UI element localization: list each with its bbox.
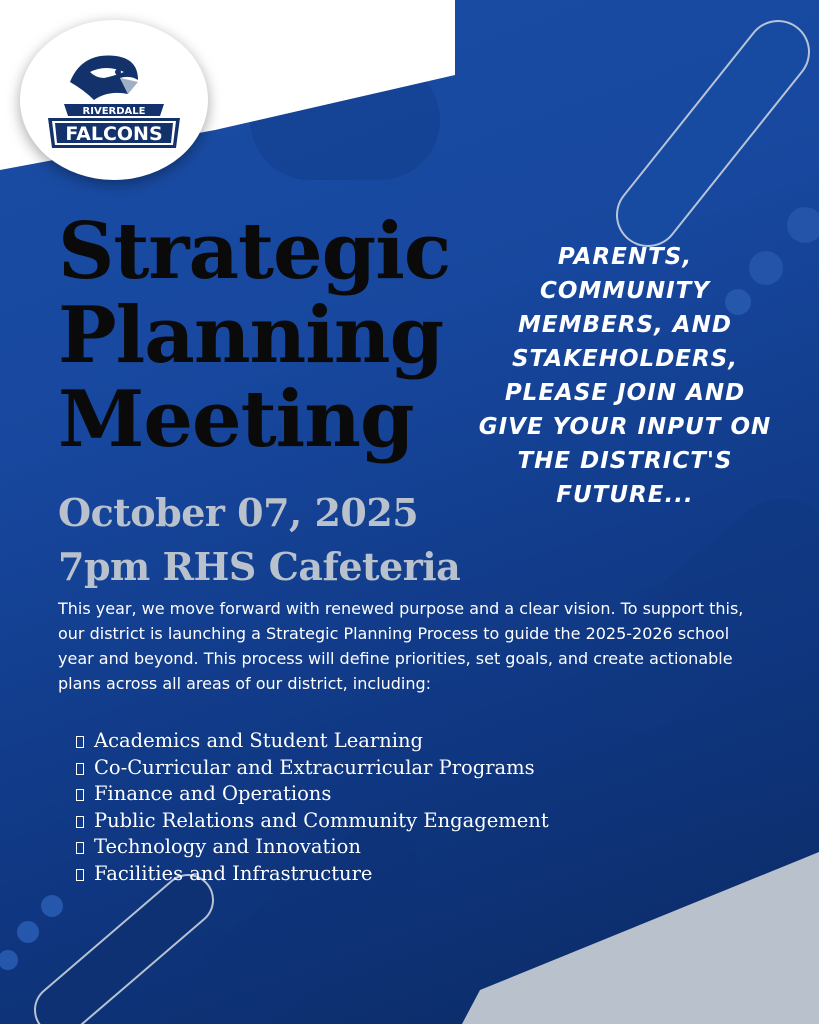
list-item-label: Public Relations and Community Engagement [94, 808, 549, 832]
square-bullet-icon [76, 789, 84, 801]
list-item [76, 728, 549, 755]
invitation-text: PARENTS, COMMUNITY MEMBERS, AND STAKEHOLDERS, PLEASE JOIN AND GIVE YOUR INPUT ON THE DISTRICT'S FUTURE... [478, 244, 772, 508]
falcon-head-icon [20, 20, 208, 180]
decor-outline-capsule-fill [60, 900, 188, 1010]
decor-outline-capsule-fill [648, 52, 778, 215]
list-item-label: Finance and Operations [94, 782, 332, 806]
decor-dot [787, 207, 819, 243]
list-item [76, 834, 549, 861]
list-item-label: Co-Curricular and Extracurricular Programs [94, 755, 535, 779]
list-item [76, 755, 549, 782]
square-bullet-icon [76, 763, 84, 775]
square-bullet-icon [76, 842, 84, 854]
list-item-label: Academics and Student Learning [94, 729, 424, 752]
square-bullet-icon [76, 869, 84, 881]
event-time-location: 7pm RHS Cafeteria [58, 544, 461, 589]
decor-dot [41, 895, 63, 917]
title-line: Strategic [58, 206, 451, 297]
list-item [76, 808, 549, 835]
event-date: October 07, 2025 [58, 490, 419, 535]
list-item [76, 781, 549, 808]
logo-badge [20, 20, 208, 180]
list-item-label: Facilities and Infrastructure [94, 861, 373, 885]
logo-text-bottom: FALCONS [65, 123, 163, 145]
list-item-label: Technology and Innovation [94, 835, 361, 859]
title-line: Meeting [58, 374, 414, 465]
description-text: This year, we move forward with renewed purpose and a clear vision. To support this, our district is launching a Strategic Planning Process to guide the 2025-2026 school year and beyond. This process will define priorities, set goals, and create actionable plans across all areas of our district, including: [58, 599, 744, 693]
decor-dot [17, 921, 39, 943]
title-line: Planning [58, 290, 444, 381]
square-bullet-icon [76, 816, 84, 828]
square-bullet-icon [76, 736, 84, 748]
logo-text-top: RIVERDALE [82, 106, 146, 117]
decor-dot [0, 950, 18, 970]
page-title [58, 206, 451, 465]
focus-areas-list [76, 728, 549, 888]
list-item [76, 861, 549, 888]
